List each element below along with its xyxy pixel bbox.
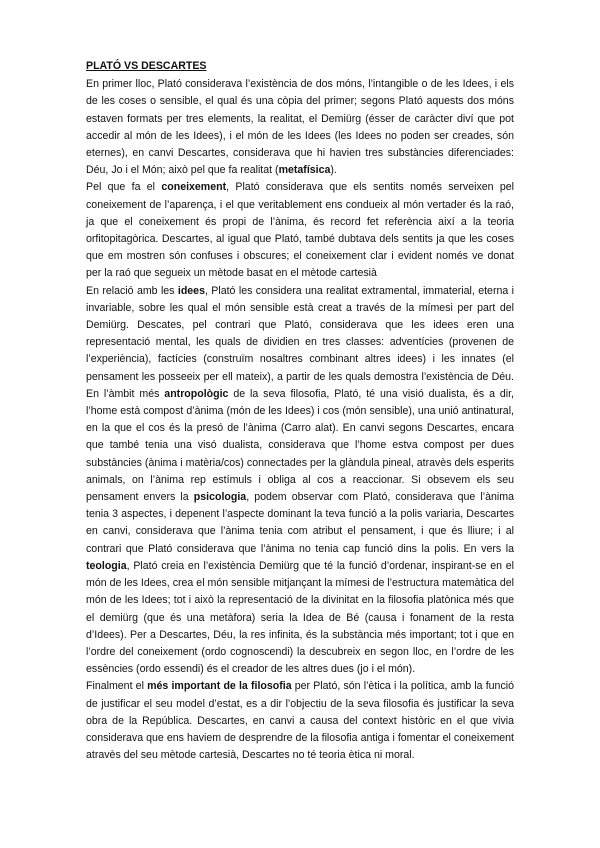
text-run: En relació amb les bbox=[86, 284, 178, 297]
bold-term: antropològic bbox=[164, 387, 229, 400]
bold-term: més important de la filosofia bbox=[147, 680, 292, 693]
text-run: Pel que fa el bbox=[86, 181, 162, 194]
paragraph-coneixement bbox=[86, 179, 514, 282]
text-run: , Plató les considera una realitat extramental, immaterial, eterna i invariable, sobre les qual el món sensible està creat a través de la mímesi per part del Demiürg. Descates, pel contrari que Plató, considerava que les idees eren una representació mental, les quals de dividien en tres classes: adventícies (provenen de l’experiència), factícies (construïm nosaltres combinant altres idees) i les innates (el pensament les posseeix per ell mateix), a partir de les quals demostra l’existència de Déu. En l’àmbit més bbox=[86, 284, 514, 400]
text-run: , Plató creia en l’existència Demiürg que té la funció d’ordenar, inspirant-se en el món de les Idees, crea el món sensible mitjançant la mímesi de l’estructura matemàtica del món de les Idees; tot i això la representació de la divinitat en la filosofia platònica més que el demiürg (que és una metàfora) seria la Idea de Bé (causa i fonament de la resta d’Idees). Per a Descartes, Déu, la res infinita, és la substància més important; tot i que en l’ordre del coneixement (ordo cognoscendi) la descubreix en segon lloc, en l’ordre de les essències (ordo essendi) és el creador de les altres dues (jo i el món). bbox=[86, 559, 514, 676]
bold-term: teologia bbox=[86, 559, 127, 572]
bold-term: psicologia bbox=[193, 491, 247, 504]
document-title: PLATÓ VS DESCARTES bbox=[86, 60, 207, 72]
text-run: ). bbox=[330, 164, 337, 177]
bold-term: metafísica bbox=[278, 164, 331, 177]
text-run: per Plató, són l’ètica i la política, amb la funció de justificar el seu model d’estat, es a dir l’objectiu de la seva filosofia és justificar la seva obra de la República. Descartes, en canvi a causa del context històric en el que vivia considerava que ens haviem de desprendre de la filosofia antiga i fomentar el coneixement atravès del seu mètode cartesià, Descartes no té teoria ètica ni moral. bbox=[86, 680, 514, 762]
bold-term: coneixement bbox=[161, 181, 227, 194]
bold-term: idees bbox=[177, 284, 205, 297]
text-run: , Plató considerava que els sentits només serveixen pel coneixement de l’aparença, i el que veritablement ens condueix al món vertader és la raó, ja que el coneixement és propi de l’ànima, és record fet referència així a la teoria orfitopitagòrica. Descartes, al igual que Plató, també dubtava dels sentits ja que les coses que em mostren són confuses i obscures; el coneixement clar i evident només ve donat per la raó que segueix un mètode basat en el mètode cartesià bbox=[86, 181, 515, 280]
text-run: En primer lloc, Plató considerava l’existència de dos móns, l’intangible o de les Idees, i els de les coses o sensible, el qual és una còpia del primer; segons Plató aquests dos móns estaven formats per tres elements, la realitat, el Demiürg (ésser de caràcter diví que pot accedir al món de les Idees), i el món de les Idees (les Idees no poden ser creades, són eternes), en canvi Descartes, considerava que hi havien tres substàncies diferenciades: Déu, Jo i el Món; això pel que fa realitat ( bbox=[86, 78, 514, 177]
paragraph-idees bbox=[86, 283, 514, 679]
text-run: , podem observar com Plató, considerava que l’ànima tenia 3 aspectes, i depenent l’aspecte dominant la teva funció a la polis variaria, Descartes en canvi, considerava que l’ànima tenia com atribut el pensament, i que és lliure; i al contrari que Plató considerava que l’ànima no tenia cap funció dins la polis. En vers la bbox=[86, 491, 514, 555]
paragraph-metafisica bbox=[86, 76, 514, 179]
paragraph-finalment bbox=[86, 678, 514, 764]
text-run: Finalment el bbox=[86, 680, 148, 693]
text-run: de la seva filosofia, Plató, té una visió dualista, és a dir, l’home està compost d’ànima (món de les Idees) i cos (món sensible), una unió antinatural, en la que el cos és la presó de l’ànima (Carro alat). En canvi segons Descartes, encara que també tenia una visó dualista, considerava que l’home estva compost per dues substàncies (ànima i matèria/cos) connectades per la glàndula pineal, atravès dels esperits animals, on l’ànima rep estímuls i obliga al cos a reaccionar. Si obsevem els seu pensament envers la bbox=[86, 387, 514, 504]
